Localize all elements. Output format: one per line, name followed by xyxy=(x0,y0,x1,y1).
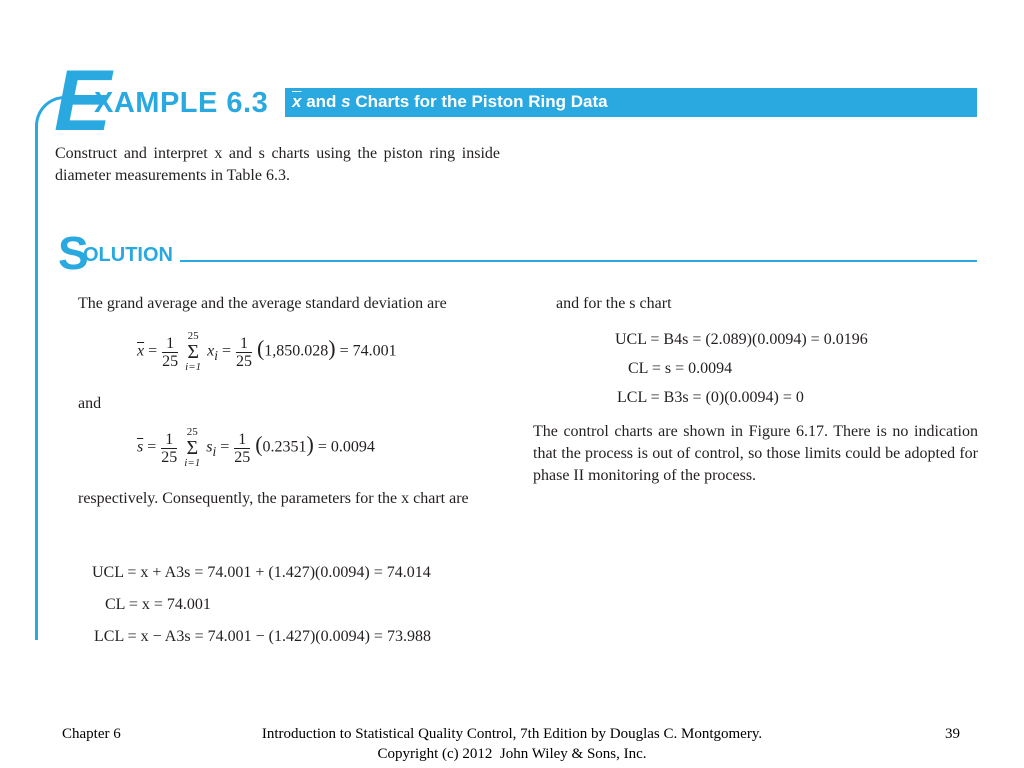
sum-symbol-2: 25 Σ i=1 xyxy=(184,426,201,469)
sbar-equation: $\overline{s}$ = $\frac{1}{25}$ 25 Σ i=1 $s_i$ = $\frac{1}{25}$ (0.2351) = 0.0094 xyxy=(137,426,375,469)
frac-1-25-b: $\frac{1}{25}$ xyxy=(235,334,252,370)
xbar-sum-value: 1,850.028 xyxy=(264,342,329,360)
frac-1-25-d: $\frac{1}{25}$ xyxy=(234,430,251,466)
footer-page-number: 39 xyxy=(945,726,960,742)
footer-line2: Copyright (c) 2012 John Wiley & Sons, Inc. xyxy=(377,746,647,762)
frac-1-25: $\frac{1}{25}$ xyxy=(162,334,179,370)
solution-heading: OLUTION xyxy=(83,244,173,266)
example-title xyxy=(292,91,608,113)
sbar-symbol: $\overline{s}$ xyxy=(137,438,144,456)
example-big-letter: E xyxy=(54,53,112,149)
solution-rule xyxy=(180,260,977,262)
footer-line1: Introduction to Statistical Quality Control, 7th Edition by Douglas C. Montgomery. xyxy=(261,726,763,742)
si-term: s xyxy=(206,438,213,456)
s-lcl: LCL = B3s = (0)(0.0094) = 0 xyxy=(617,389,804,406)
intro-text: Construct and interpret x and s charts using the piston ring inside diameter measurements in Table 6.3. xyxy=(55,145,500,184)
example-heading: XAMPLE 6.3 xyxy=(94,87,269,119)
grand-average-text: The grand average and the average standard deviation are xyxy=(78,295,447,312)
s-chart-text: and for the s chart xyxy=(556,295,672,312)
sbar-result: = 0.0094 xyxy=(317,438,375,456)
s-ucl: UCL = B4s = (2.089)(0.0094) = 0.0196 xyxy=(615,331,868,348)
xbar-result: = 74.001 xyxy=(339,342,397,360)
xi-term: x xyxy=(207,342,215,360)
s-cl: CL = s = 0.0094 xyxy=(628,360,733,377)
frac-1-25-c: $\frac{1}{25}$ xyxy=(161,430,178,466)
footer-citation xyxy=(200,724,824,764)
xbar-ucl: UCL = x + A3s = 74.001 + (1.427)(0.0094) = 74.014 xyxy=(92,564,431,581)
and-text: and xyxy=(78,395,102,412)
left-rule xyxy=(35,128,38,640)
xbar-symbol: $\overline{x}$ xyxy=(137,342,145,360)
sum-symbol: 25 Σ i=1 xyxy=(185,330,202,373)
respectively-text: respectively. Consequently, the parameters for the x chart are xyxy=(78,490,469,507)
sbar-sum-value: 0.2351 xyxy=(262,438,307,456)
footer-chapter: Chapter 6 xyxy=(62,726,121,742)
solution-big-letter: S xyxy=(58,227,89,279)
title-xbar: $\overline{x}$ xyxy=(292,92,302,111)
title-rest: Charts for the Piston Ring Data xyxy=(355,92,608,111)
xbar-lcl: LCL = x − A3s = 74.001 − (1.427)(0.0094) = 73.988 xyxy=(94,628,431,645)
title-and: and xyxy=(306,92,337,111)
xbar-cl: CL = x = 74.001 xyxy=(105,596,211,613)
conclusion-text: The control charts are shown in Figure 6.17. There is no indication that the process is out of control, so those limits could be adopted for phase II monitoring of the process. xyxy=(533,423,978,484)
title-s: s xyxy=(341,92,351,111)
xbar-equation: $\overline{x}$ = $\frac{1}{25}$ 25 Σ i=1 $x_i$ = $\frac{1}{25}$ (1,850.028) = 74.001 xyxy=(137,330,397,373)
